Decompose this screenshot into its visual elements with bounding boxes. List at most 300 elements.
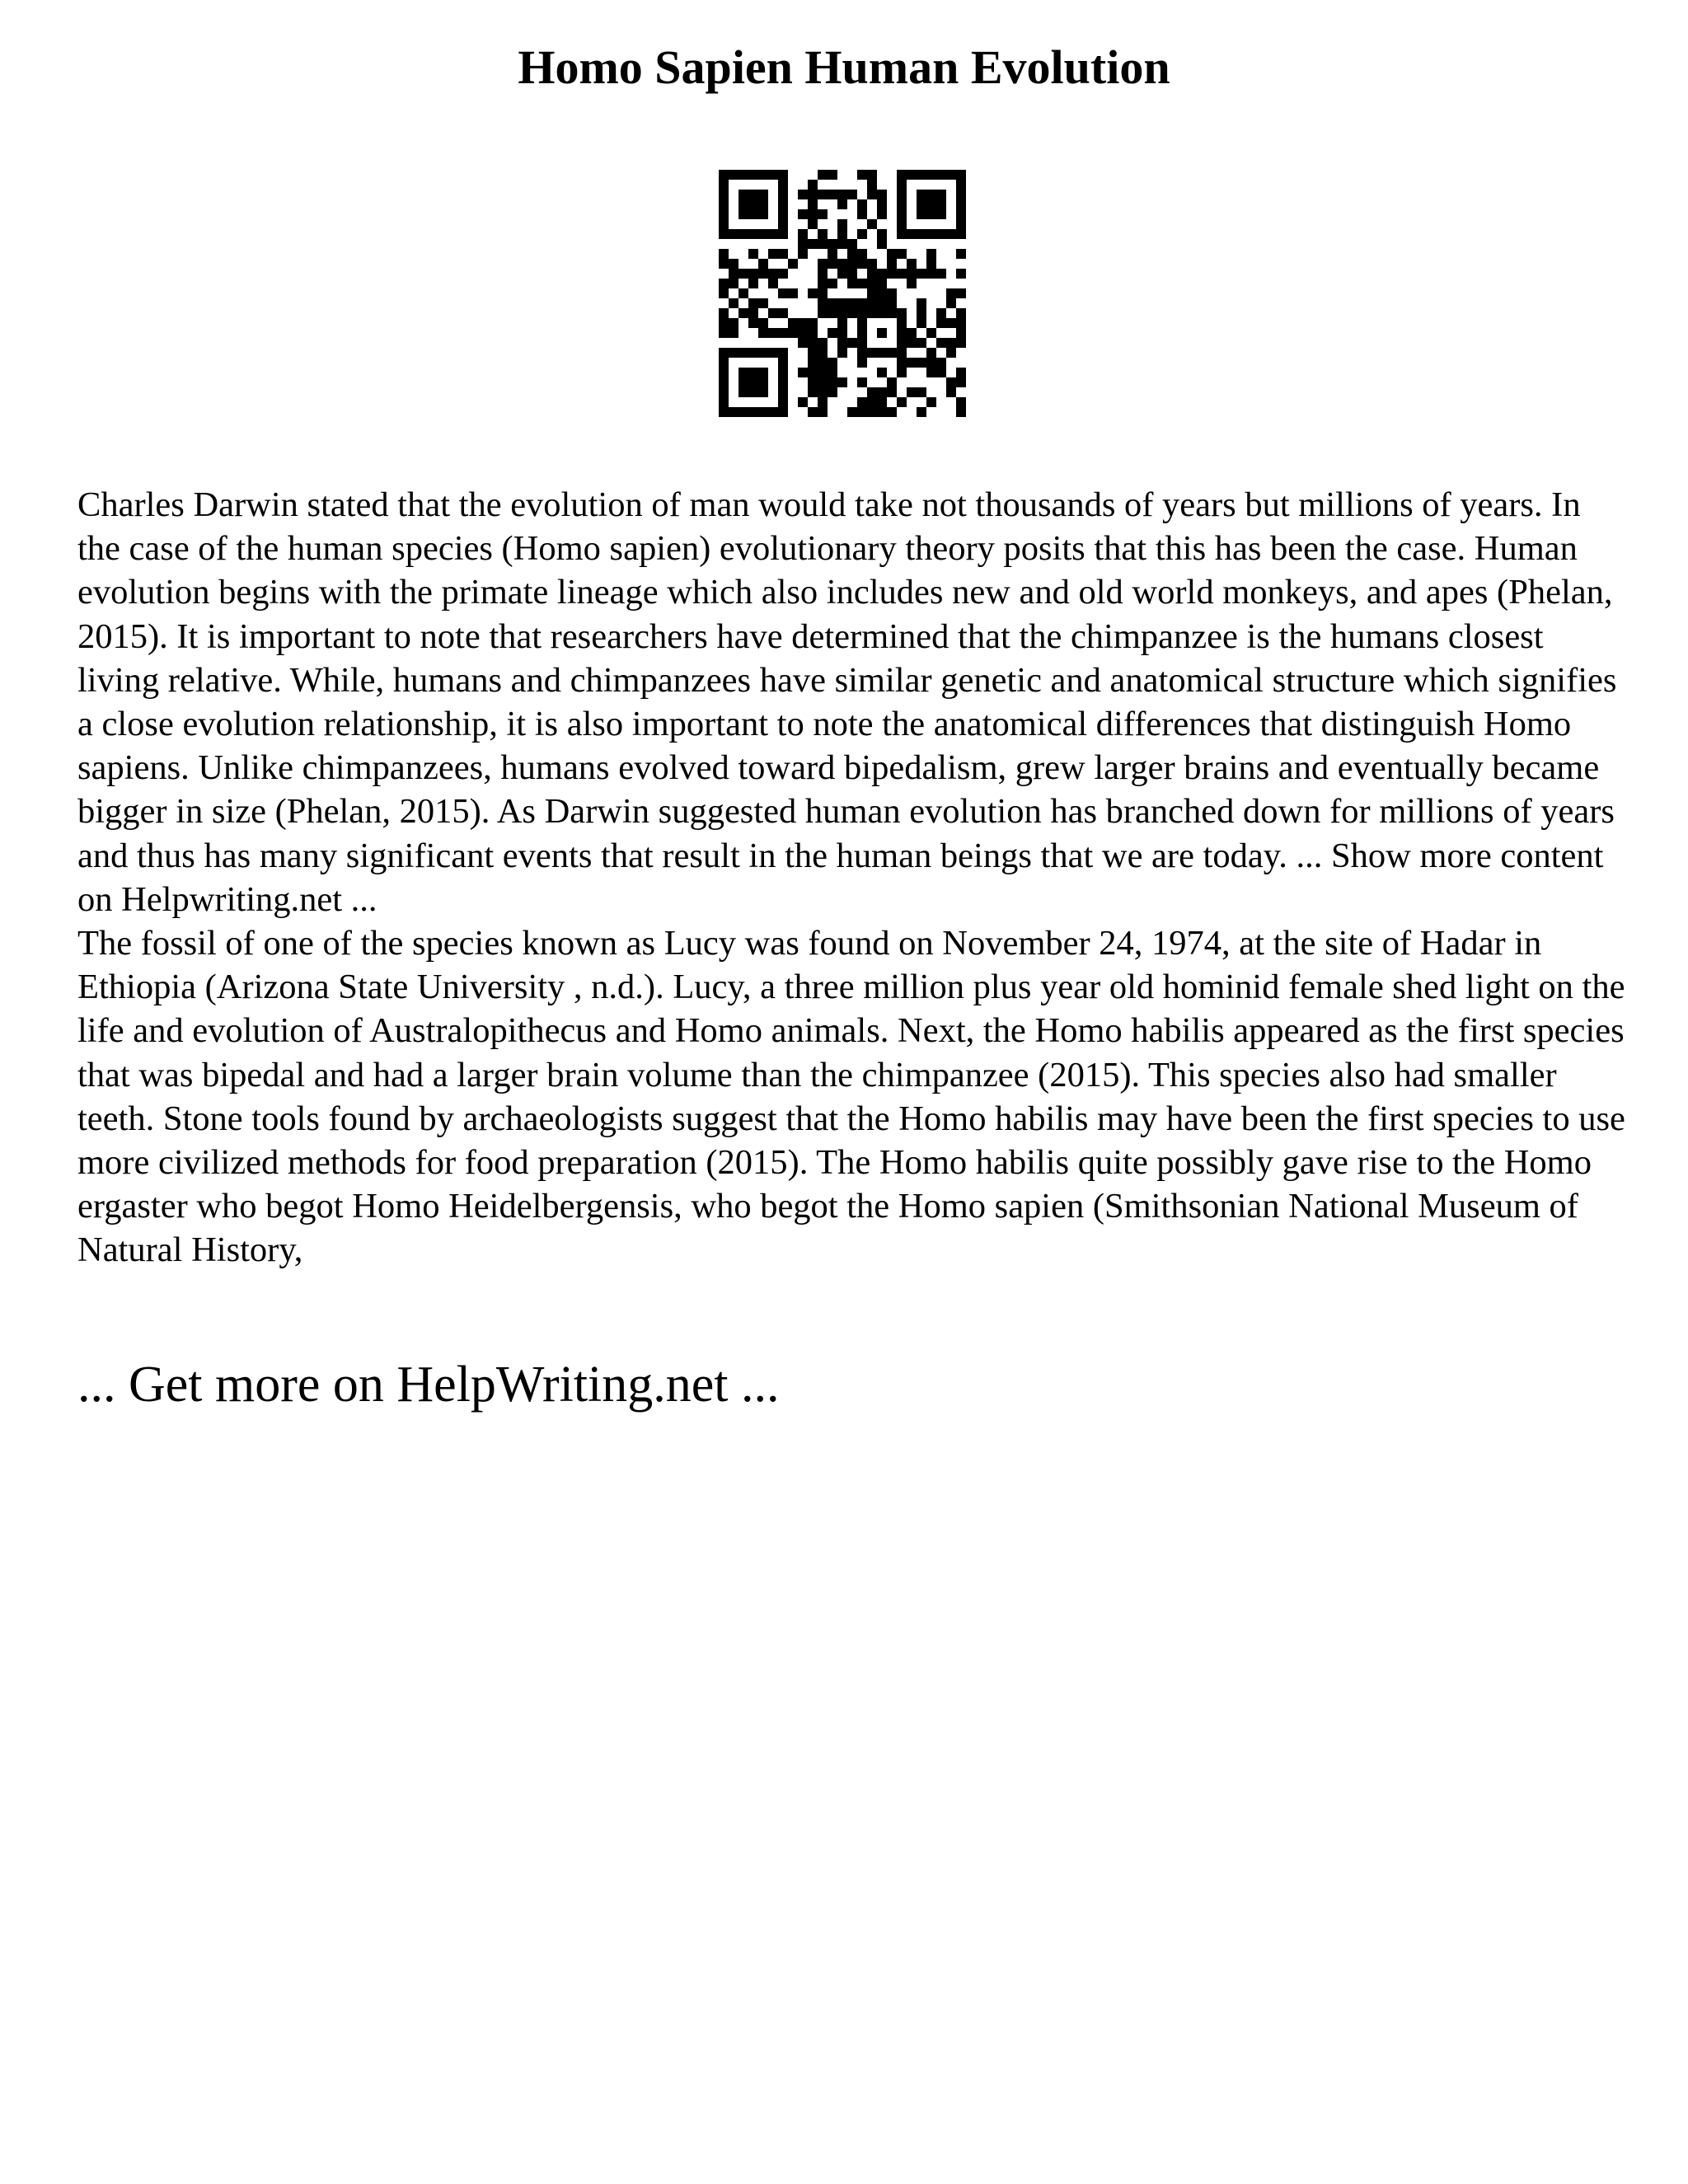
qr-module	[887, 348, 897, 358]
qr-module	[719, 308, 729, 318]
qr-module	[808, 180, 818, 190]
qr-module	[828, 358, 837, 368]
qr-module	[956, 328, 966, 338]
qr-module	[808, 387, 818, 397]
qr-module	[818, 170, 828, 180]
qr-module	[837, 219, 847, 229]
qr-module	[897, 358, 907, 368]
qr-module	[748, 387, 758, 397]
qr-module	[778, 397, 788, 407]
qr-module	[956, 229, 966, 239]
qr-module	[897, 318, 907, 328]
qr-module	[719, 209, 729, 219]
qr-module	[956, 190, 966, 199]
qr-module	[887, 407, 897, 417]
qr-module	[897, 170, 907, 180]
qr-module	[907, 338, 917, 348]
qr-module	[877, 288, 887, 298]
qr-module	[808, 368, 818, 377]
qr-module	[926, 269, 936, 279]
qr-module	[758, 328, 768, 338]
qr-module	[837, 298, 847, 308]
qr-module	[926, 358, 936, 368]
qr-module	[778, 229, 788, 239]
qr-module	[847, 279, 857, 288]
qr-module	[917, 229, 926, 239]
qr-module	[768, 407, 778, 417]
qr-module	[719, 249, 729, 259]
qr-module	[926, 328, 936, 338]
qr-module	[946, 288, 956, 298]
qr-module	[788, 328, 798, 338]
qr-module	[867, 308, 877, 318]
qr-module	[857, 348, 867, 358]
qr-module	[917, 269, 926, 279]
qr-module	[798, 239, 808, 249]
qr-module	[917, 318, 926, 328]
qr-module	[758, 348, 768, 358]
qr-module	[926, 209, 936, 219]
qr-module	[877, 279, 887, 288]
qr-module	[946, 298, 956, 308]
qr-module	[818, 288, 828, 298]
qr-module	[917, 170, 926, 180]
qr-module	[917, 190, 926, 199]
qr-module	[719, 407, 729, 417]
qr-module	[857, 318, 867, 328]
qr-module	[897, 180, 907, 190]
qr-module	[946, 170, 956, 180]
qr-module	[847, 338, 857, 348]
qr-module	[867, 170, 877, 180]
qr-module	[719, 328, 729, 338]
qr-module	[837, 199, 847, 209]
qr-module	[719, 377, 729, 387]
qr-module	[877, 209, 887, 219]
qr-module	[887, 249, 897, 259]
qr-module	[847, 259, 857, 269]
qr-module	[887, 269, 897, 279]
qr-module	[887, 259, 897, 269]
qr-module	[808, 199, 818, 209]
qr-module	[946, 338, 956, 348]
qr-module	[808, 328, 818, 338]
qr-module	[847, 308, 857, 318]
qr-module	[956, 308, 966, 318]
qr-module	[917, 358, 926, 368]
qr-module	[768, 328, 778, 338]
qr-module	[837, 338, 847, 348]
qr-module	[758, 170, 768, 180]
qr-module	[788, 318, 798, 328]
qr-module	[818, 209, 828, 219]
qr-module	[837, 318, 847, 328]
qr-module	[847, 407, 857, 417]
qr-module	[738, 348, 748, 358]
qr-module	[837, 190, 847, 199]
qr-module	[867, 387, 877, 397]
qr-module	[897, 219, 907, 229]
qr-module	[818, 298, 828, 308]
qr-module	[808, 209, 818, 219]
qr-module	[818, 358, 828, 368]
qr-module	[897, 328, 907, 338]
qr-module	[798, 338, 808, 348]
qr-module	[926, 348, 936, 358]
qr-module	[936, 318, 946, 328]
qr-module	[808, 318, 818, 328]
qr-module	[877, 348, 887, 358]
qr-module	[877, 407, 887, 417]
qr-module	[917, 199, 926, 209]
qr-module	[956, 397, 966, 407]
qr-module	[887, 288, 897, 298]
qr-module	[758, 259, 768, 269]
qr-module	[738, 209, 748, 219]
qr-module	[907, 387, 917, 397]
qr-module	[936, 358, 946, 368]
qr-module	[828, 308, 837, 318]
qr-module	[926, 199, 936, 209]
qr-module	[818, 377, 828, 387]
qr-module	[926, 229, 936, 239]
qr-module	[926, 259, 936, 269]
qr-module	[758, 377, 768, 387]
qr-module	[748, 308, 758, 318]
paragraph-2: The fossil of one of the species known as Lucy was found on November 24, 1974, at the site of Hadar in Ethiopia (Arizona State University , n.d.). Lucy, a three million plus year old hominid female shed light on the life and evolution of Australopithecus and Homo animals. Next, the Homo habilis appeared as the first species that was bipedal and had a larger brain volume than the chimpanzee (2015). This species also had smaller teeth. Stone tools found by archaeologists suggest that the Homo habilis may have been the first species to use more civilized methods for food preparation (2015). The Homo habilis quite possibly gave rise to the Homo ergaster who begot Homo Heidelbergensis, who begot the Homo sapien (Smithsonian National Museum of Natural History,	[77, 924, 1625, 1270]
qr-module	[808, 358, 818, 368]
qr-module	[857, 308, 867, 318]
qr-module	[877, 298, 887, 308]
qr-module	[719, 368, 729, 377]
qr-module	[719, 259, 729, 269]
qr-module	[837, 348, 847, 358]
qr-module	[738, 387, 748, 397]
qr-module	[936, 229, 946, 239]
qr-module	[778, 219, 788, 229]
qr-module	[847, 269, 857, 279]
qr-module	[946, 318, 956, 328]
qr-module	[837, 269, 847, 279]
qr-module	[798, 397, 808, 407]
qr-module	[857, 209, 867, 219]
qr-module	[748, 279, 758, 288]
qr-module	[867, 190, 877, 199]
qr-module	[818, 348, 828, 358]
qr-module	[828, 368, 837, 377]
qr-module	[768, 348, 778, 358]
qr-module	[857, 407, 867, 417]
qr-module	[719, 288, 729, 298]
qr-module	[748, 249, 758, 259]
qr-module	[738, 170, 748, 180]
qr-module	[857, 377, 867, 387]
qr-module	[719, 199, 729, 209]
qr-module	[877, 368, 887, 377]
qr-module	[907, 279, 917, 288]
qr-module	[897, 269, 907, 279]
qr-module	[719, 190, 729, 199]
qr-module	[748, 229, 758, 239]
qr-module	[748, 298, 758, 308]
qr-module	[729, 269, 738, 279]
qr-module	[719, 397, 729, 407]
qr-module	[956, 288, 966, 298]
qr-module	[778, 199, 788, 209]
qr-module	[857, 279, 867, 288]
qr-module	[917, 209, 926, 219]
qr-module	[768, 170, 778, 180]
qr-module	[778, 170, 788, 180]
qr-module	[828, 239, 837, 249]
qr-module	[946, 348, 956, 358]
qr-module	[828, 328, 837, 338]
qr-module	[729, 318, 738, 328]
qr-module	[926, 170, 936, 180]
qr-module	[936, 170, 946, 180]
qr-module	[808, 377, 818, 387]
qr-module	[936, 368, 946, 377]
qr-module	[748, 170, 758, 180]
qr-module	[729, 407, 738, 417]
get-more-link[interactable]: ... Get more on HelpWriting.net ...	[77, 1357, 780, 1413]
qr-module	[867, 397, 877, 407]
qr-module	[748, 269, 758, 279]
qr-module	[926, 190, 936, 199]
qr-module	[758, 209, 768, 219]
qr-module	[768, 269, 778, 279]
qr-module	[956, 269, 966, 279]
qr-module	[748, 190, 758, 199]
qr-module	[748, 377, 758, 387]
qr-module	[778, 308, 788, 318]
qr-module	[778, 190, 788, 199]
qr-module	[897, 190, 907, 199]
qr-module	[867, 219, 877, 229]
qr-module	[897, 338, 907, 348]
qr-module	[877, 308, 887, 318]
qr-module	[857, 170, 867, 180]
qr-module	[828, 387, 837, 397]
qr-module	[897, 229, 907, 239]
qr-module	[778, 328, 788, 338]
qr-module	[768, 249, 778, 259]
qr-module	[818, 397, 828, 407]
qr-module	[758, 368, 768, 377]
qr-module	[887, 377, 897, 387]
qr-module	[748, 407, 758, 417]
qr-module	[719, 180, 729, 190]
qr-module	[917, 387, 926, 397]
qr-module	[936, 269, 946, 279]
qr-module	[778, 387, 788, 397]
qr-module	[818, 387, 828, 397]
qr-module	[798, 190, 808, 199]
qr-module	[907, 170, 917, 180]
qr-module	[857, 229, 867, 239]
page-title: Homo Sapien Human Evolution	[518, 40, 1170, 94]
qr-module	[877, 387, 887, 397]
qr-module	[758, 318, 768, 328]
qr-module	[936, 338, 946, 348]
qr-module	[956, 407, 966, 417]
qr-module	[867, 180, 877, 190]
qr-module	[936, 308, 946, 318]
qr-module	[729, 298, 738, 308]
qr-module	[738, 190, 748, 199]
qr-module	[946, 229, 956, 239]
qr-module	[719, 279, 729, 288]
qr-module	[877, 229, 887, 239]
qr-module	[818, 259, 828, 269]
qr-module	[897, 308, 907, 318]
qr-module	[808, 338, 818, 348]
qr-module	[907, 259, 917, 269]
qr-module	[847, 190, 857, 199]
qr-module	[719, 170, 729, 180]
qr-module	[857, 199, 867, 209]
qr-module	[798, 249, 808, 259]
qr-module	[897, 368, 907, 377]
qr-module	[917, 308, 926, 318]
qr-module	[917, 338, 926, 348]
qr-module	[758, 199, 768, 209]
qr-module	[748, 318, 758, 328]
qr-module	[798, 209, 808, 219]
qr-module	[837, 328, 847, 338]
qr-module	[877, 190, 887, 199]
qr-module	[778, 348, 788, 358]
qr-module	[956, 199, 966, 209]
qr-module	[867, 259, 877, 269]
qr-module	[719, 318, 729, 328]
qr-module	[907, 328, 917, 338]
qr-module	[738, 229, 748, 239]
qr-module	[847, 298, 857, 308]
qr-module	[719, 358, 729, 368]
qr-module	[857, 397, 867, 407]
qr-module	[778, 249, 788, 259]
qr-module	[897, 348, 907, 358]
qr-module	[729, 328, 738, 338]
qr-module	[917, 298, 926, 308]
qr-module	[738, 269, 748, 279]
qr-module	[778, 288, 788, 298]
qr-module	[907, 269, 917, 279]
qr-module	[926, 397, 936, 407]
qr-module	[748, 209, 758, 219]
qr-module	[808, 348, 818, 358]
qr-module	[887, 308, 897, 318]
qr-module	[748, 199, 758, 209]
qr-module	[837, 239, 847, 249]
qr-module	[828, 190, 837, 199]
qr-module	[956, 170, 966, 180]
qr-module	[887, 298, 897, 308]
qr-module	[778, 269, 788, 279]
qr-module	[956, 180, 966, 190]
qr-module	[926, 249, 936, 259]
qr-module	[738, 308, 748, 318]
qr-module	[748, 368, 758, 377]
qr-module	[828, 259, 837, 269]
qr-module	[719, 219, 729, 229]
qr-module	[738, 288, 748, 298]
qr-module	[847, 249, 857, 259]
qr-module	[798, 328, 808, 338]
qr-module	[828, 279, 837, 288]
qr-module	[837, 229, 847, 239]
article-body	[77, 483, 1627, 1272]
qr-module	[729, 259, 738, 269]
qr-module	[818, 279, 828, 288]
qr-module	[837, 308, 847, 318]
qr-module	[956, 318, 966, 328]
qr-module	[818, 239, 828, 249]
qr-module	[956, 209, 966, 219]
qr-module	[818, 190, 828, 199]
qr-module	[778, 368, 788, 377]
qr-module	[897, 199, 907, 209]
qr-module	[778, 358, 788, 368]
qr-module	[956, 249, 966, 259]
qr-module	[778, 377, 788, 387]
qr-module	[857, 328, 867, 338]
qr-module	[778, 180, 788, 190]
qr-module	[758, 298, 768, 308]
qr-module	[729, 170, 738, 180]
qr-module	[946, 387, 956, 397]
qr-module	[729, 229, 738, 239]
qr-module	[907, 229, 917, 239]
qr-module	[729, 348, 738, 358]
qr-module	[857, 358, 867, 368]
qr-module	[818, 368, 828, 377]
qr-module	[798, 368, 808, 377]
qr-module	[818, 308, 828, 318]
qr-module	[956, 219, 966, 229]
qr-module	[857, 249, 867, 259]
qr-module	[798, 229, 808, 239]
qr-module	[719, 348, 729, 358]
qr-module	[847, 239, 857, 249]
qr-module	[877, 269, 887, 279]
qr-module	[738, 199, 748, 209]
qr-module	[818, 269, 828, 279]
qr-module	[897, 209, 907, 219]
qr-module	[867, 348, 877, 358]
qr-module	[729, 279, 738, 288]
qr-module	[758, 407, 768, 417]
qr-module	[808, 239, 818, 249]
qr-module	[837, 259, 847, 269]
qr-module	[857, 259, 867, 269]
qr-module	[897, 397, 907, 407]
qr-module	[877, 239, 887, 249]
qr-module	[758, 387, 768, 397]
qr-module	[857, 298, 867, 308]
qr-module	[926, 368, 936, 377]
qr-module	[936, 199, 946, 209]
qr-module	[788, 259, 798, 269]
qr-module	[917, 407, 926, 417]
qr-module	[867, 298, 877, 308]
qr-module	[907, 358, 917, 368]
qr-module	[768, 279, 778, 288]
qr-module	[778, 407, 788, 417]
qr-module	[818, 229, 828, 239]
paragraph-1: Charles Darwin stated that the evolution of man would take not thousands of years but millions of years. In the case of the human species (Homo sapien) evolutionary theory posits that this has been the case. Human evolution begins with the primate lineage which also includes new and old world monkeys, and apes (Phelan, 2015). It is important to note that researchers have determined that the chimpanzee is the humans closest living relative. While, humans and chimpanzees have similar genetic and anatomical structure which signifies a close evolution relationship, it is also important to note the anatomical differences that distinguish Homo sapiens. Unlike chimpanzees, humans evolved toward bipedalism, grew larger brains and eventually became bigger in size (Phelan, 2015). As Darwin suggested human evolution has branched down for millions of years and thus has many significant events that result in the human beings that we are today. ... Show more content on Helpwriting.net ...	[77, 485, 1617, 919]
